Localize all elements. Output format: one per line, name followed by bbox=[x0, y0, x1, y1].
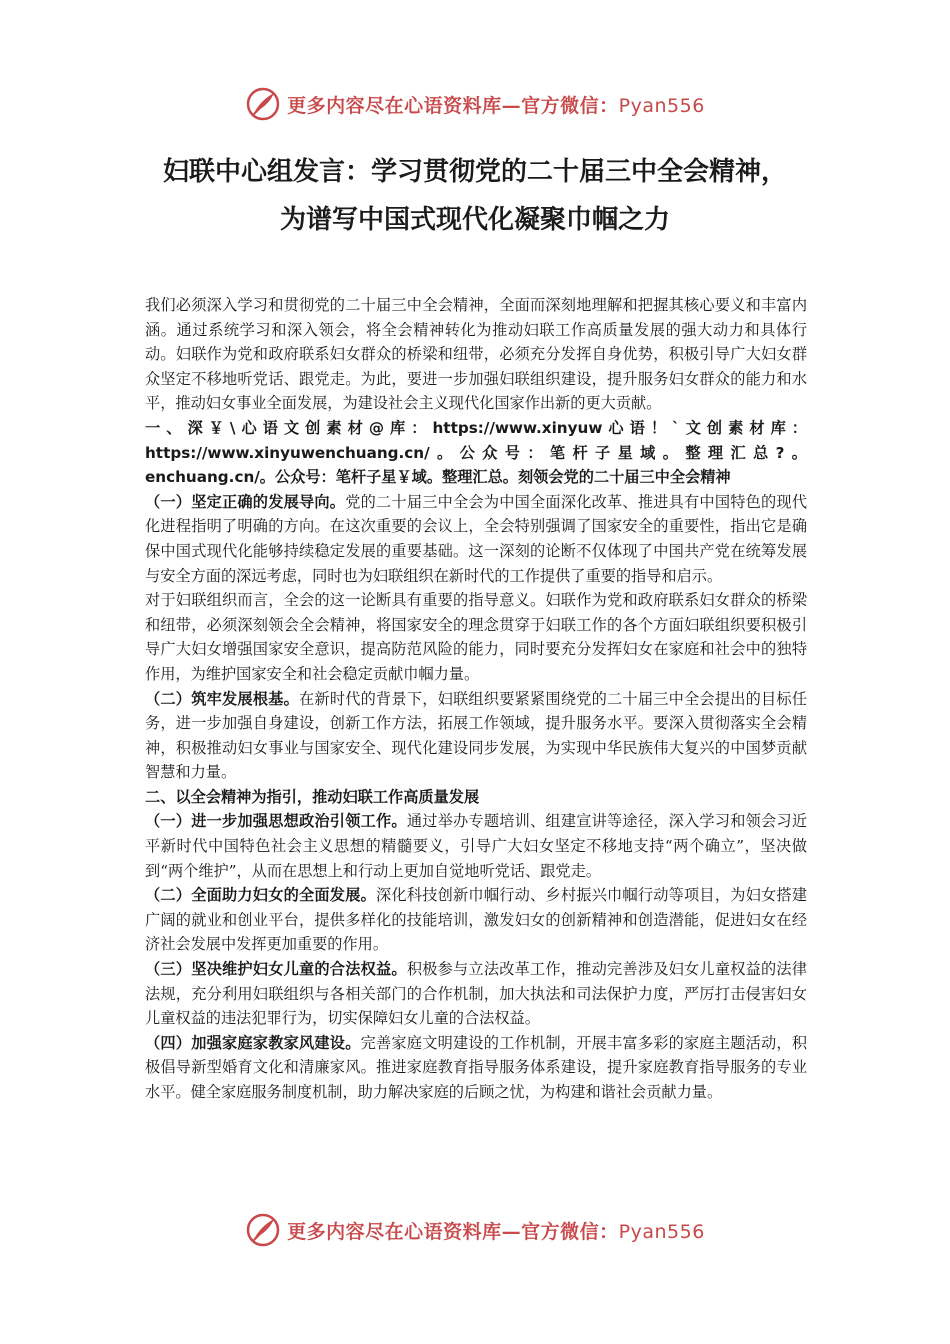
section-2-paragraph-2 bbox=[145, 883, 807, 957]
section-2-paragraph-1 bbox=[145, 809, 807, 883]
document-body bbox=[145, 293, 807, 1105]
feather-quill-icon bbox=[245, 86, 281, 122]
section-1-paragraph-1 bbox=[145, 490, 807, 588]
feather-quill-icon bbox=[245, 1212, 281, 1248]
paragraph-lead: （四）加强家庭家教家风建设。 bbox=[145, 1033, 361, 1052]
intro-paragraph: 我们必须深入学习和贯彻党的二十届三中全会精神，全面而深刻地理解和把握其核心要义和丰富内涵。通过系统学习和深入领会，将全会精神转化为推动妇联工作高质量发展的强大动力和具体行动。妇联作为党和政府联系妇女群众的桥梁和纽带，必须充分发挥自身优势，积极引导广大妇女群众坚定不移地听党话、跟党走。为此，要进一步加强妇联组织建设，提升服务妇女群众的能力和水平，推动妇女事业全面发展，为建设社会主义现代化国家作出新的更大贡献。 bbox=[145, 296, 807, 413]
banner-text bbox=[287, 91, 705, 118]
section-1-paragraph-2: 对于妇联组织而言，全会的这一论断具有重要的指导意义。妇联作为党和政府联系妇女群众的桥梁和纽带，必须深刻领会全会精神，将国家安全的理念贯穿于妇联工作的各个方面妇联组织要积极引导广大妇女增强国家安全意识，提高防范风险的能力，同时要充分发挥妇女在家庭和社会中的独特作用，为维护国家安全和社会稳定贡献巾帼力量。 bbox=[145, 591, 807, 683]
banner-slogan: 更多内容尽在心语资料库—官方微信： bbox=[287, 1220, 619, 1243]
paragraph-lead: （三）坚决维护妇女儿童的合法权益。 bbox=[145, 960, 407, 979]
paragraph-lead: （一）坚定正确的发展导向。 bbox=[145, 492, 346, 511]
banner-content bbox=[245, 1212, 705, 1248]
title-line-1: 妇联中心组发言：学习贯彻党的二十届三中全会精神， bbox=[162, 157, 787, 187]
paragraph-text: 通过举办专题培训、组建宣讲等途径，深入学习和领会习近平新时代中国特色社会主义思想的精髓要义，引导广大妇女坚定不移地支持“两个确立”，坚决做到“两个维护”，从而在思想上和行动上更加自觉地听党话、跟党走。 bbox=[145, 812, 808, 880]
paragraph-lead: （二）筑牢发展根基。 bbox=[145, 689, 300, 708]
title-line-2: 为谱写中国式现代化凝聚巾帼之力 bbox=[279, 205, 670, 235]
banner-brand: Pyan556 bbox=[618, 94, 705, 117]
paragraph-lead: （一）进一步加强思想政治引领工作。 bbox=[145, 812, 407, 831]
section-2-paragraph-3 bbox=[145, 957, 807, 1031]
banner-text bbox=[287, 1217, 705, 1244]
section-2-paragraph-4 bbox=[145, 1031, 807, 1105]
section-1-paragraph-3 bbox=[145, 687, 807, 785]
paragraph-text: 党的二十届三中全会为中国全面深化改革、推进具有中国特色的现代化进程指明了明确的方向。在这次重要的会议上，全会特别强调了国家安全的重要性，指出它是确保中国式现代化能够持续稳定发展的重要基础。这一深刻的论断不仅体现了中国共产党在统筹发展与安全方面的深远考虑，同时也为妇联组织在新时代的工作提供了重要的指导和启示。 bbox=[145, 492, 808, 585]
paragraph-text: 完善家庭文明建设的工作机制，开展丰富多彩的家庭主题活动，积极倡导新型婚育文化和清廉家风。推进家庭教育指导服务体系建设，提升家庭教育指导服务的专业水平。健全家庭服务制度机制，助力解决家庭的后顾之忧，为构建和谐社会贡献力量。 bbox=[145, 1033, 808, 1101]
paragraph-lead: （二）全面助力妇女的全面发展。 bbox=[145, 886, 377, 905]
section-1-heading: 一、深￥\心语文创素材@库：https://www.xinyuw心语！`文创素材库：https://www.xinyuwenchuang.cn/。公众号：笔杆子星域。整理汇总?。enchuang.cn/。公众号：笔杆子星￥域。整理汇总。刻领会党的二十届三中全会精神 bbox=[145, 418, 807, 487]
banner-content bbox=[245, 86, 705, 122]
footer-watermark-banner bbox=[0, 1206, 950, 1254]
section-2-heading: 二、以全会精神为指引，推动妇联工作高质量发展 bbox=[145, 787, 480, 806]
paragraph-text: 在新时代的背景下，妇联组织要紧紧围绕党的二十届三中全会提出的目标任务，进一步加强自身建设，创新工作方法，拓展工作领域，提升服务水平。要深入贯彻落实全会精神，积极推动妇女事业与国家安全、现代化建设同步发展，为实现中华民族伟大复兴的中国梦贡献智慧和力量。 bbox=[145, 689, 808, 782]
banner-brand: Pyan556 bbox=[618, 1220, 705, 1243]
page-title bbox=[100, 148, 850, 244]
header-watermark-banner bbox=[0, 80, 950, 128]
paragraph-text: 积极参与立法改革工作，推动完善涉及妇女儿童权益的法律法规，充分利用妇联组织与各相关部门的合作机制，加大执法和司法保护力度，严厉打击侵害妇女儿童权益的违法犯罪行为，切实保障妇女儿童的合法权益。 bbox=[145, 960, 808, 1028]
banner-slogan: 更多内容尽在心语资料库—官方微信： bbox=[287, 94, 619, 117]
paragraph-text: 深化科技创新巾帼行动、乡村振兴巾帼行动等项目，为妇女搭建广阔的就业和创业平台，提供多样化的技能培训，激发妇女的创新精神和创造潜能，促进妇女在经济社会发展中发挥更加重要的作用。 bbox=[145, 886, 808, 954]
